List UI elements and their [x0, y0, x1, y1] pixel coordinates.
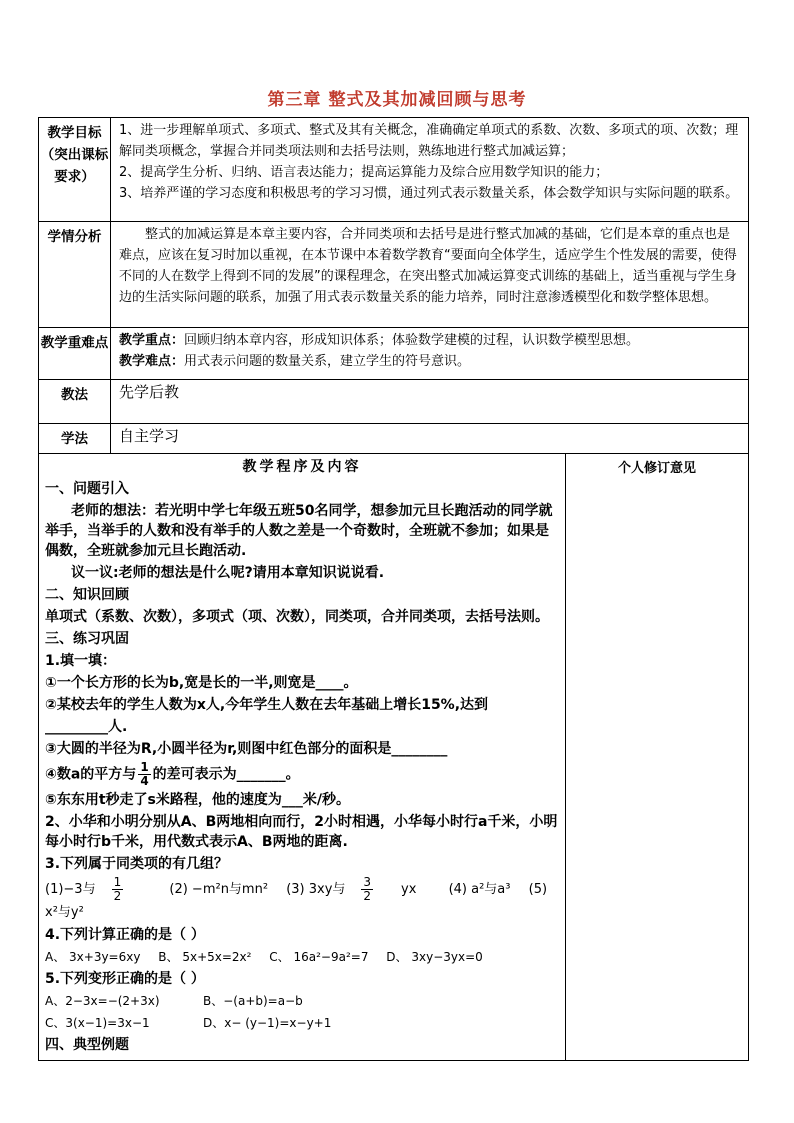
q3-option-3-text: (3) 3xy与 [286, 882, 346, 897]
q4-option-b: B、 5x+5x=2x² [158, 950, 252, 964]
question-1-4 [45, 761, 559, 788]
q3-option-2: (2) −m²n与mn² [169, 882, 269, 897]
fraction-three-halves [361, 876, 387, 903]
q5-option-d: D、x− (y−1)=x−y+1 [203, 1016, 332, 1030]
goal-item-1: 1、进一步理解单项式、多项式、整式及其有关概念，准确确定单项式的系数、次数、多项式的项、次数；理解同类项概念，掌握合并同类项法则和去括号法则，熟练地进行整式加减运算； [119, 123, 739, 159]
question-1-4-prefix: ④数a的平方与 [45, 766, 137, 783]
section-4-title: 四、典型例题 [45, 1037, 129, 1053]
q5-option-b: B、−(a+b)=a−b [203, 994, 303, 1008]
question-4-options [45, 947, 559, 967]
question-1-title: 1.填一填： [45, 653, 117, 669]
q3-option-5: (5) x²与y² [45, 882, 548, 920]
label-method: 教法 [39, 380, 111, 424]
content-study: 自主学习 [111, 424, 749, 454]
question-3-title: 3.下列属于同类项的有几组？ [45, 856, 229, 872]
page-title: 第三章 整式及其加减回顾与思考 [267, 90, 527, 110]
row-keypoints [39, 328, 749, 380]
procedure-content [39, 454, 566, 1061]
row-analysis [39, 222, 749, 328]
row-method [39, 380, 749, 424]
q3-option-4: (4) a²与a³ [448, 882, 511, 897]
procedure-header: 教学程序及内容 [242, 459, 362, 475]
fraction-one-half [112, 876, 138, 903]
section-1-title: 一、问题引入 [45, 481, 129, 497]
question-1-2a: ②某校去年的学生人数为x人,今年学生人数在去年基础上增长15%,达到 [45, 697, 489, 713]
key-point [119, 330, 742, 351]
content-keypoints [111, 328, 749, 380]
key-point-label: 教学重点： [119, 333, 185, 348]
label-study: 学法 [39, 424, 111, 454]
section-2-text: 单项式（系数、次数），多项式（项、次数），同类项，合并同类项，去括号法则。 [45, 609, 549, 625]
section-2-title: 二、知识回顾 [45, 587, 129, 603]
question-3-options [45, 876, 559, 923]
q4-option-d: D、 3xy−3yx=0 [386, 950, 483, 964]
difficult-point-text: 用式表示问题的数量关系，建立学生的符号意识。 [184, 354, 471, 369]
fraction-numerator: 3 [363, 875, 372, 889]
content-goals [111, 118, 749, 222]
label-keypoints: 教学重难点 [39, 328, 111, 380]
content-analysis: 整式的加减运算是本章主要内容，合并同类项和去括号是进行整式加减的基础，它们是本章的重点也是难点，应该在复习时加以重视，在本节课中本着数学教育“要面向全体学生，适应学生个性发展的需要，使得不同的人在数学上得到不同的发展”的课程理念，在突出整式加减运算变式训练的基础上，适当重视与学生身边的生活实际问题的联系，加强了用式表示数量关系的能力培养，同时注意渗透模型化和数学整体思想。 [111, 222, 749, 328]
q3-option-1-text: (1)−3与 [45, 882, 96, 897]
goal-item-3: 3、培养严谨的学习态度和积极思考的学习习惯，通过列式表示数量关系，体会数学知识与实际问题的联系。 [119, 186, 739, 201]
fraction-denominator: 2 [113, 889, 122, 903]
fraction-denominator: 4 [140, 774, 149, 788]
question-1-1: ①一个长方形的长为b,宽是长的一半,则宽是____。 [45, 675, 358, 691]
q4-option-a: A、 3x+3y=6xy [45, 950, 141, 964]
revision-header: 个人修订意见 [617, 461, 696, 476]
question-1-4-suffix: 的差可表示为_______。 [152, 766, 300, 783]
question-5-title: 5.下列变形正确的是（ ） [45, 971, 205, 987]
content-method: 先学后教 [111, 380, 749, 424]
question-5-row-1 [45, 991, 559, 1011]
section-1-paragraph-1: 老师的想法：若光明中学七年级五班50名同学，想参加元旦长跑活动的同学就举手，当举手的人数和没有举手的人数之差是一个奇数时，全班就不参加；如果是偶数，全班就参加元旦长跑活动. [45, 503, 553, 559]
row-goals [39, 118, 749, 222]
question-5-row-2 [45, 1013, 559, 1033]
q3-option-3-tail: yx [401, 882, 417, 897]
q5-option-a: A、2−3x=−(2+3x) [45, 994, 160, 1008]
label-goals: 教学目标（突出课标要求） [39, 118, 111, 222]
fraction-numerator: 1 [113, 875, 122, 889]
fraction-denominator: 2 [363, 889, 372, 903]
difficult-point-label: 教学难点： [119, 354, 185, 369]
row-procedure [39, 454, 749, 1061]
lesson-plan-table [38, 117, 749, 1061]
row-study [39, 424, 749, 454]
section-3-title: 三、练习巩固 [45, 631, 129, 647]
question-1-2b: _________人. [45, 719, 128, 735]
section-1-paragraph-2: 议一议:老师的想法是什么呢?请用本章知识说说看. [71, 565, 385, 581]
fraction-numerator: 1 [140, 760, 149, 774]
question-4-title: 4.下列计算正确的是（ ） [45, 927, 205, 943]
fraction-one-quarter [138, 761, 150, 788]
question-1-3: ③大圆的半径为R,小圆半径为r,则图中红色部分的面积是________ [45, 741, 448, 757]
key-point-text: 回顾归纳本章内容，形成知识体系；体验数学建模的过程，认识数学模型思想。 [184, 333, 640, 348]
goal-item-2: 2、提高学生分析、归纳、语言表达能力；提高运算能力及综合应用数学知识的能力； [119, 165, 609, 180]
label-analysis: 学情分析 [39, 222, 111, 328]
q5-option-c: C、3(x−1)=3x−1 [45, 1016, 150, 1030]
q3-option-3 [286, 875, 430, 903]
q3-option-1 [45, 875, 151, 903]
revision-column [566, 454, 749, 1061]
difficult-point [119, 351, 742, 372]
q4-option-c: C、 16a²−9a²=7 [269, 950, 369, 964]
question-1-5: ⑤东东用t秒走了s米路程，他的速度为___米/秒。 [45, 792, 350, 808]
question-2: 2、小华和小明分别从A、B两地相向而行，2小时相遇，小华每小时行a千米，小明每小时行b千米，用代数式表示A、B两地的距离. [45, 814, 558, 850]
